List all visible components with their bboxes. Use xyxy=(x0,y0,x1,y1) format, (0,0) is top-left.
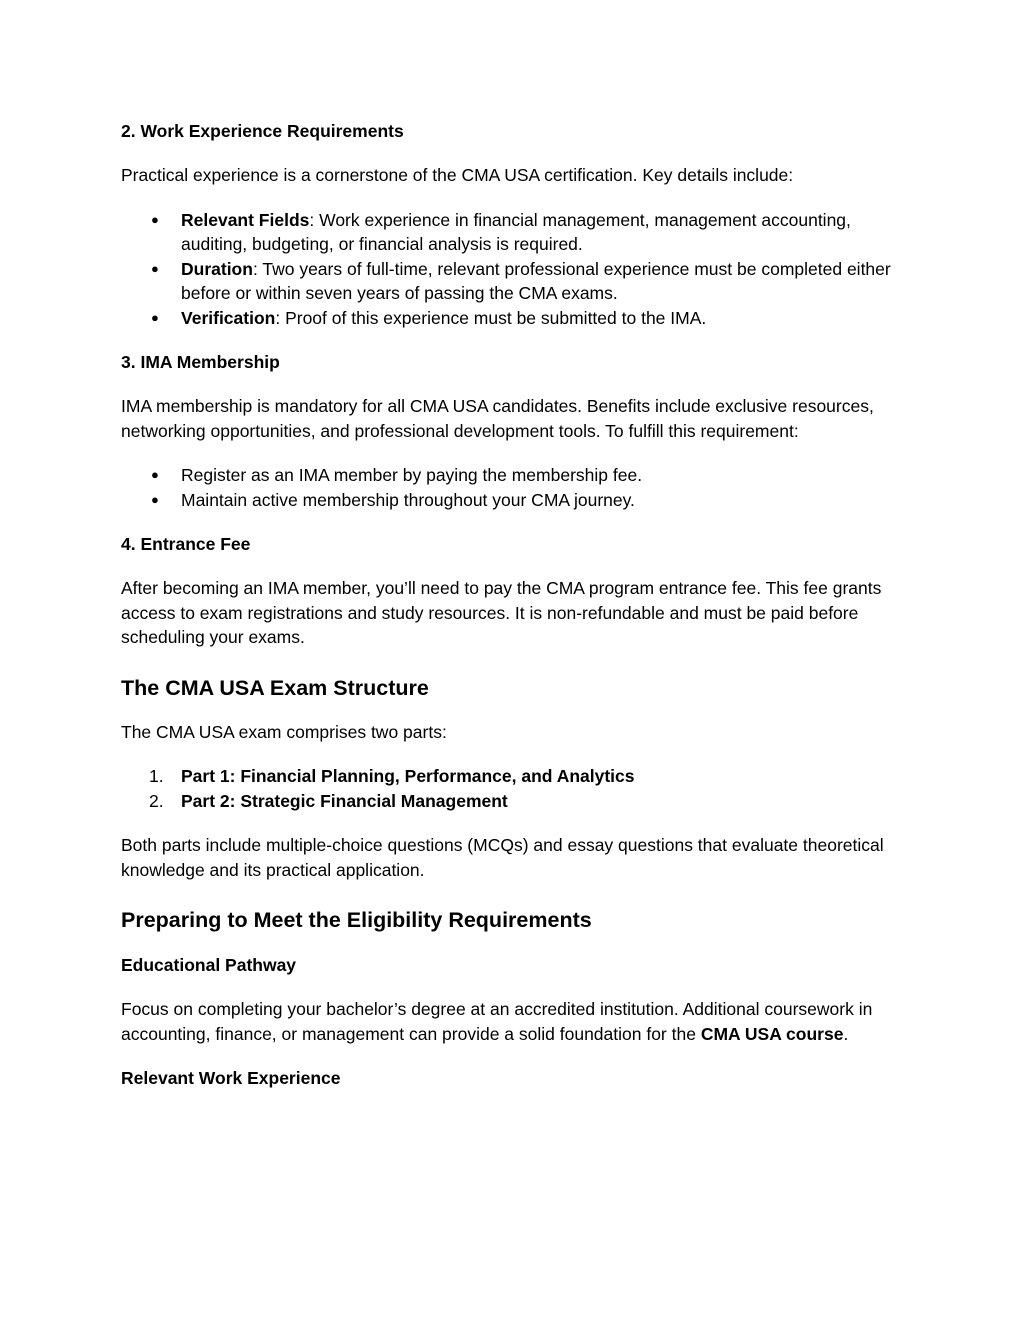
body-text-end: . xyxy=(843,1023,849,1044)
list-number: 1. xyxy=(149,766,164,786)
cma-usa-course-text: CMA USA course xyxy=(700,1023,844,1044)
entrance-fee-heading: 4. Entrance Fee xyxy=(121,534,251,554)
preparing-heading: Preparing to Meet the Eligibility Requirements xyxy=(121,908,592,932)
body-text: Focus on completing your bachelor’s degree at an accredited institution. Additional coursework in accounting, finance, or management can provide a solid foundation for the xyxy=(121,999,873,1044)
bullet-icon: ● xyxy=(151,491,159,507)
bullet-icon: ● xyxy=(151,467,159,482)
list-item xyxy=(121,789,901,814)
ima-membership-list xyxy=(121,463,901,512)
list-item-text: Maintain active membership throughout your CMA journey. xyxy=(181,489,635,510)
exam-parts-list xyxy=(121,764,901,813)
educational-pathway-heading: Educational Pathway xyxy=(121,955,297,975)
list-item xyxy=(121,306,901,331)
list-item-text: : Proof of this experience must be submitted to the IMA. xyxy=(275,307,707,328)
list-item-term: Relevant Fields xyxy=(181,209,310,230)
relevant-work-experience-heading: Relevant Work Experience xyxy=(121,1068,341,1088)
work-experience-list xyxy=(121,208,901,331)
exam-structure-outro: Both parts include multiple-choice questions (MCQs) and essay questions that evaluate theoretical knowledge and its practical application. xyxy=(121,835,884,880)
work-experience-intro: Practical experience is a cornerstone of the CMA USA certification. Key details include: xyxy=(121,165,794,185)
document-page xyxy=(121,119,901,1090)
list-item xyxy=(121,257,901,306)
list-item xyxy=(121,463,901,488)
ima-membership-intro: IMA membership is mandatory for all CMA USA candidates. Benefits include exclusive resources, networking opportunities, and professional development tools. To fulfill this requirement: xyxy=(121,396,874,441)
list-item-text: : Two years of full-time, relevant professional experience must be completed either before or within seven years of passing the CMA exams. xyxy=(181,258,891,303)
exam-structure-heading: The CMA USA Exam Structure xyxy=(121,675,429,700)
list-item-term: Verification xyxy=(181,307,276,328)
list-item xyxy=(121,488,901,513)
list-item-term: Duration xyxy=(181,258,253,279)
bullet-icon: ● xyxy=(151,260,159,276)
list-item xyxy=(121,208,901,257)
bullet-icon: ● xyxy=(151,211,159,227)
ima-membership-heading: 3. IMA Membership xyxy=(121,352,280,372)
work-experience-heading: 2. Work Experience Requirements xyxy=(121,121,404,141)
list-number: 2. xyxy=(149,790,164,811)
educational-pathway-body xyxy=(121,997,901,1046)
list-item-text: Register as an IMA member by paying the membership fee. xyxy=(181,465,643,485)
exam-structure-intro: The CMA USA exam comprises two parts: xyxy=(121,721,447,742)
list-item-text: Part 1: Financial Planning, Performance, and Analytics xyxy=(181,766,635,786)
bullet-icon: ● xyxy=(151,309,159,325)
list-item xyxy=(121,764,901,789)
entrance-fee-body: After becoming an IMA member, you’ll need to pay the CMA program entrance fee. This fee grants access to exam registrations and study resources. It is non-refundable and must be paid before scheduling your exams. xyxy=(121,578,882,647)
list-item-text: : Work experience in financial management, management accounting, auditing, budgeting, or financial analysis is required. xyxy=(181,209,851,254)
list-item-text: Part 2: Strategic Financial Management xyxy=(181,790,508,811)
